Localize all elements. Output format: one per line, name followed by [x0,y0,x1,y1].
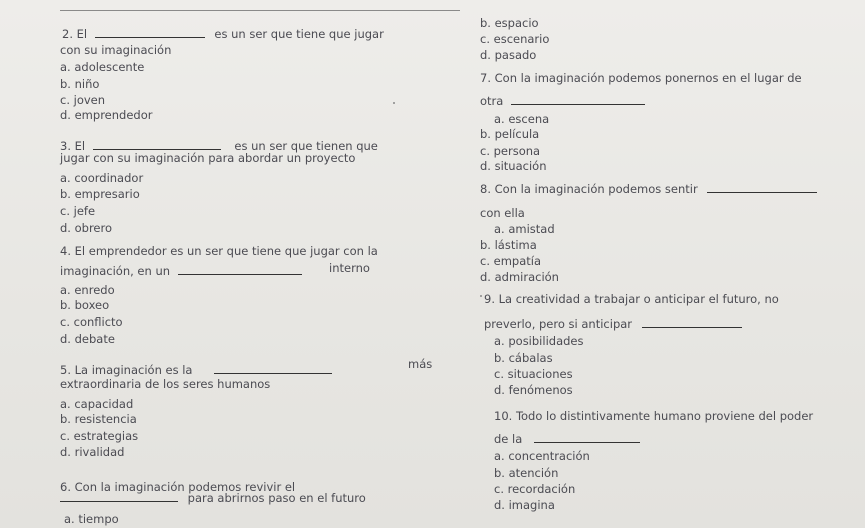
q9-option-c[interactable]: c. situaciones [494,367,573,381]
q5-option-c[interactable]: c. estrategias [60,429,139,443]
q10-line2-text: de la [494,432,523,446]
q3-number-text: 3. El [60,139,86,153]
q9-option-b[interactable]: b. cábalas [494,351,553,365]
q2-option-c[interactable]: c. joven [60,93,106,107]
q5-blank[interactable] [214,363,332,374]
q2-option-b[interactable]: b. niño [60,77,100,91]
q6-option-a[interactable]: a. tiempo [64,512,119,526]
q4-line1: 4. El emprendedor es un ser que tiene que jugar con la [60,244,378,258]
q10-option-c[interactable]: c. recordación [494,482,576,496]
q5-line1 [60,363,348,377]
q7-option-c[interactable]: c. persona [480,144,541,158]
q7-option-d[interactable]: d. situación [480,159,547,173]
q2-line2: con su imaginación [60,43,172,57]
q10-option-b[interactable]: b. atención [494,466,559,480]
q4-line2-text: imaginación, en un [60,264,171,278]
q7-option-a[interactable]: a. escena [494,112,550,126]
q8-option-a[interactable]: a. amistad [494,222,555,236]
q3-blank[interactable] [93,139,221,150]
q8-line1-text: 8. Con la imaginación podemos sentir [480,182,698,196]
q2-number-text: 2. El [62,27,88,41]
q8-line1 [480,182,817,196]
q3-option-c[interactable]: c. jefe [60,204,96,218]
q2-stem-text: es un ser que tiene que jugar [214,27,384,41]
q10-line2 [494,432,640,446]
q10-blank[interactable] [534,432,640,443]
ink-speck [480,295,482,297]
q2-line1 [62,27,384,41]
q5-suffix: más [408,357,433,371]
q9-option-d[interactable]: d. fenómenos [494,383,573,397]
q7-line1: 7. Con la imaginación podemos ponernos en el lugar de [480,71,802,85]
q2-option-d[interactable]: d. emprendedor [60,108,153,122]
q3-option-d[interactable]: d. obrero [60,221,113,235]
q6-blank[interactable] [60,491,178,502]
q8-line2: con ella [480,206,525,220]
q8-option-d[interactable]: d. admiración [480,270,559,284]
q7-option-b[interactable]: b. película [480,127,540,141]
q1-option-c[interactable]: c. escenario [480,32,550,46]
q4-option-c[interactable]: c. conflicto [60,315,123,329]
q6-line1: 6. Con la imaginación podemos revivir el [60,480,296,494]
q10-line1: 10. Todo lo distintivamente humano proviene del poder [494,409,814,423]
q7-line2 [480,94,645,108]
q4-option-d[interactable]: d. debate [60,332,115,346]
q8-blank[interactable] [707,182,817,193]
q7-blank[interactable] [511,94,645,105]
q1-option-b[interactable]: b. espacio [480,16,539,30]
q5-option-b[interactable]: b. resistencia [60,412,137,426]
q2-blank[interactable] [95,27,205,38]
q7-line2-text: otra [480,94,504,108]
q4-line2 [60,264,304,278]
q4-line2-suffix: interno [329,261,370,275]
q10-option-a[interactable]: a. concentración [494,449,590,463]
q6-line2 [60,491,366,505]
q5-line2: extraordinaria de los seres humanos [60,377,271,391]
q2-option-a[interactable]: a. adolescente [60,60,145,74]
q4-option-a[interactable]: a. enredo [60,283,115,297]
q4-blank[interactable] [178,264,302,275]
q3-option-a[interactable]: a. coordinador [60,171,144,185]
q9-line2-text: preverlo, pero si anticipar [484,317,633,331]
q4-option-b[interactable]: b. boxeo [60,298,110,312]
q10-option-d[interactable]: d. imagina [494,498,555,512]
q9-line2 [484,317,742,331]
q3-option-b[interactable]: b. empresario [60,187,140,201]
q5-option-d[interactable]: d. rivalidad [60,445,125,459]
q5-number-text: 5. La imaginación es la [60,363,193,377]
ink-speck [393,102,395,104]
q5-option-a[interactable]: a. capacidad [60,397,134,411]
q1-option-d[interactable]: d. pasado [480,48,537,62]
q6-line2-text: para abrirnos paso en el futuro [187,491,366,505]
q9-line1: 9. La creatividad a trabajar o anticipar el futuro, no [484,292,779,306]
q3-line2: jugar con su imaginación para abordar un proyecto [60,151,356,165]
q8-option-b[interactable]: b. lástima [480,238,537,252]
q9-option-a[interactable]: a. posibilidades [494,334,584,348]
q8-option-c[interactable]: c. empatía [480,254,542,268]
header-rule [60,0,460,11]
q3-stem-text: es un ser que tienen que [234,139,378,153]
q9-blank[interactable] [642,317,742,328]
